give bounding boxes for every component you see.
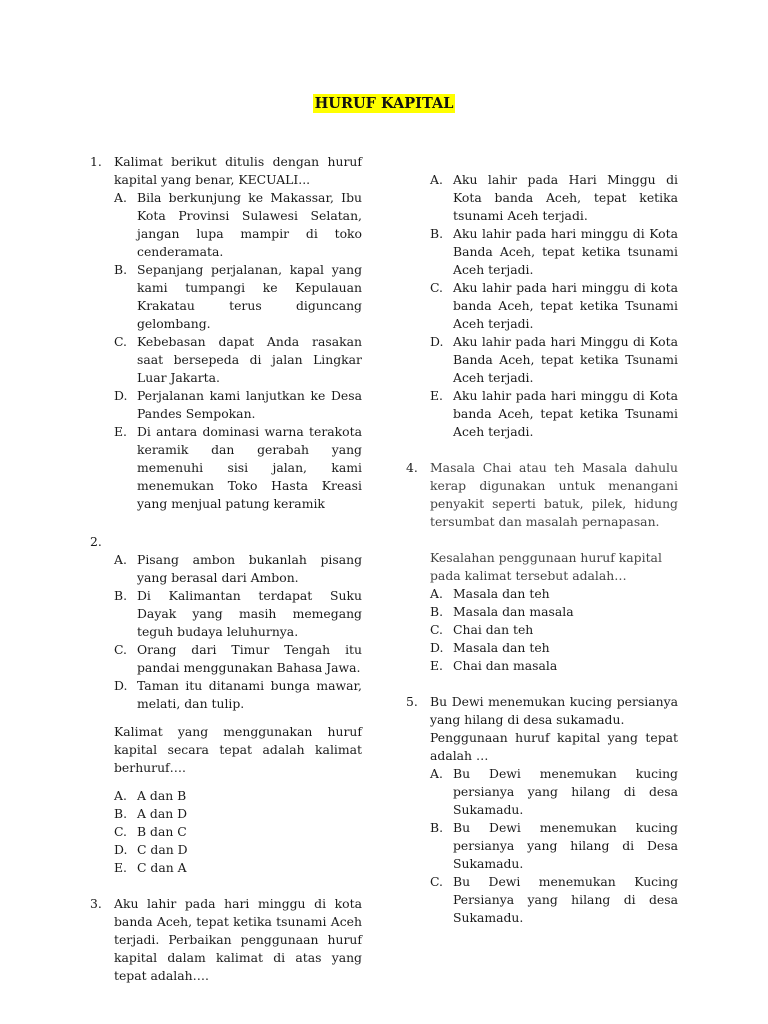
option-a — [430, 171, 678, 225]
option-text: Masala dan masala — [453, 604, 574, 619]
option-text: Pisang ambon bukanlah pisang yang berasal dari Ambon. — [137, 552, 362, 585]
option-b — [114, 261, 362, 333]
option-list — [114, 787, 362, 877]
option-letter: E. — [430, 388, 443, 403]
option-text: Kebebasan dapat Anda rasakan saat bersepeda di jalan Lingkar Luar Jakarta. — [137, 334, 362, 385]
option-d — [430, 639, 678, 657]
option-a — [430, 765, 678, 819]
option-text: Bila berkunjung ke Makassar, Ibu Kota Provinsi Sulawesi Selatan, jangan lupa mampir di toko cenderamata. — [137, 190, 362, 259]
option-letter: E. — [114, 424, 127, 439]
option-letter: C. — [114, 824, 127, 839]
question-3-options — [406, 171, 678, 441]
option-letter: B. — [114, 262, 128, 277]
option-text: Di antara dominasi warna terakota keramik dan gerabah yang memenuhi sisi jalan, kami menemukan Toko Hasta Kreasi yang menjual patung keramik — [137, 424, 362, 511]
option-letter: D. — [430, 334, 444, 349]
option-text: Bu Dewi menemukan Kucing Persianya yang hilang di desa Sukamadu. — [453, 874, 678, 925]
question-stem: Bu Dewi menemukan kucing persianya yang hilang di desa sukamadu. — [430, 694, 678, 727]
question-2 — [90, 533, 362, 877]
option-a — [114, 787, 362, 805]
option-text: Bu Dewi menemukan kucing persianya yang hilang di desa Sukamadu. — [453, 766, 678, 817]
option-e — [114, 859, 362, 877]
option-a — [114, 189, 362, 261]
right-column — [406, 171, 678, 927]
option-letter: A. — [430, 172, 443, 187]
option-letter: A. — [430, 586, 443, 601]
option-text: Perjalanan kami lanjutkan ke Desa Pandes Sempokan. — [137, 388, 362, 421]
option-text: Masala dan teh — [453, 586, 550, 601]
option-list — [114, 189, 362, 513]
option-list — [430, 765, 678, 927]
option-letter: B. — [430, 604, 444, 619]
option-letter: C. — [430, 874, 443, 889]
option-d — [114, 387, 362, 423]
question-prompt: Kesalahan penggunaan huruf kapital pada kalimat tersebut adalah… — [430, 550, 662, 583]
option-list — [430, 171, 678, 441]
option-letter: D. — [114, 388, 128, 403]
option-text: Taman itu ditanami bunga mawar, melati, dan tulip. — [137, 678, 362, 711]
option-text: C dan A — [137, 860, 187, 875]
option-letter: A. — [114, 190, 127, 205]
option-text: Di Kalimantan terdapat Suku Dayak yang masih memegang teguh budaya leluhurnya. — [137, 588, 362, 639]
option-letter: B. — [114, 588, 128, 603]
option-c — [114, 333, 362, 387]
option-letter: E. — [114, 860, 127, 875]
option-b — [430, 225, 678, 279]
option-text: Chai dan teh — [453, 622, 534, 637]
option-letter: B. — [430, 226, 444, 241]
option-text: Aku lahir pada hari minggu di Kota banda Aceh, tepat ketika Tsunami Aceh terjadi. — [453, 388, 678, 439]
option-letter: D. — [114, 678, 128, 693]
option-text: A dan B — [137, 788, 187, 803]
option-text: Aku lahir pada hari minggu di kota banda Aceh, tepat ketika Tsunami Aceh terjadi. — [453, 280, 678, 331]
question-number: 2. — [90, 534, 102, 549]
option-letter: D. — [114, 842, 128, 857]
option-text: Chai dan masala — [453, 658, 558, 673]
option-d — [114, 841, 362, 859]
question-5 — [406, 693, 678, 927]
option-e — [430, 657, 678, 675]
question-1 — [90, 153, 362, 513]
question-4 — [406, 459, 678, 675]
option-b — [114, 805, 362, 823]
option-e — [114, 423, 362, 513]
statement-d — [114, 677, 362, 713]
option-letter: A. — [430, 766, 443, 781]
question-stem: Kalimat berikut ditulis dengan huruf kapital yang benar, KECUALI... — [114, 154, 362, 187]
option-letter: C. — [430, 622, 443, 637]
option-text: C dan D — [137, 842, 188, 857]
option-e — [430, 387, 678, 441]
option-text: B dan C — [137, 824, 187, 839]
option-letter: B. — [114, 806, 128, 821]
option-list — [430, 585, 678, 675]
option-text: Orang dari Timur Tengah itu pandai menggunakan Bahasa Jawa. — [137, 642, 362, 675]
question-3 — [90, 895, 362, 985]
question-prompt: Kalimat yang menggunakan huruf kapital secara tepat adalah kalimat berhuruf…. — [114, 724, 362, 775]
page-title: HURUF KAPITAL — [314, 95, 454, 112]
option-text: Masala dan teh — [453, 640, 550, 655]
option-letter: A. — [114, 788, 127, 803]
option-letter: D. — [430, 640, 444, 655]
option-text: Bu Dewi menemukan kucing persianya yang hilang di Desa Sukamadu. — [453, 820, 678, 871]
option-letter: E. — [430, 658, 443, 673]
option-letter: A. — [114, 552, 127, 567]
statement-list — [114, 551, 362, 713]
statement-b — [114, 587, 362, 641]
option-c — [430, 279, 678, 333]
option-d — [430, 333, 678, 387]
option-b — [430, 819, 678, 873]
statement-c — [114, 641, 362, 677]
option-text: Aku lahir pada Hari Minggu di Kota banda Aceh, tepat ketika tsunami Aceh terjadi. — [453, 172, 678, 223]
statement-a — [114, 551, 362, 587]
option-text: A dan D — [137, 806, 188, 821]
option-text: Aku lahir pada hari minggu di Kota Banda Aceh, tepat ketika tsunami Aceh terjadi. — [453, 226, 678, 277]
option-letter: B. — [430, 820, 444, 835]
option-text: Aku lahir pada hari Minggu di Kota Banda Aceh, tepat ketika Tsunami Aceh terjadi. — [453, 334, 678, 385]
question-number: 4. — [406, 460, 418, 475]
question-number: 1. — [90, 154, 102, 169]
option-b — [430, 603, 678, 621]
question-number: 5. — [406, 694, 418, 709]
title-area — [0, 93, 768, 113]
question-stem: Aku lahir pada hari minggu di kota banda Aceh, tepat ketika tsunami Aceh terjadi. Perbaikan penggunaan huruf kapital dalam kalimat di atas yang tepat adalah…. — [114, 896, 362, 983]
option-letter: C. — [430, 280, 443, 295]
option-letter: C. — [114, 334, 127, 349]
question-prompt: Penggunaan huruf kapital yang tepat adalah … — [430, 730, 678, 763]
option-a — [430, 585, 678, 603]
option-text: Sepanjang perjalanan, kapal yang kami tumpangi ke Kepulauan Krakatau terus diguncang gelombang. — [137, 262, 362, 331]
option-c — [430, 873, 678, 927]
question-stem: Masala Chai atau teh Masala dahulu kerap digunakan untuk menangani penyakit seperti batuk, pilek, hidung tersumbat dan masalah pernapasan. — [430, 460, 678, 529]
option-c — [114, 823, 362, 841]
option-c — [430, 621, 678, 639]
question-number: 3. — [90, 896, 102, 911]
option-letter: C. — [114, 642, 127, 657]
left-column — [90, 153, 362, 985]
